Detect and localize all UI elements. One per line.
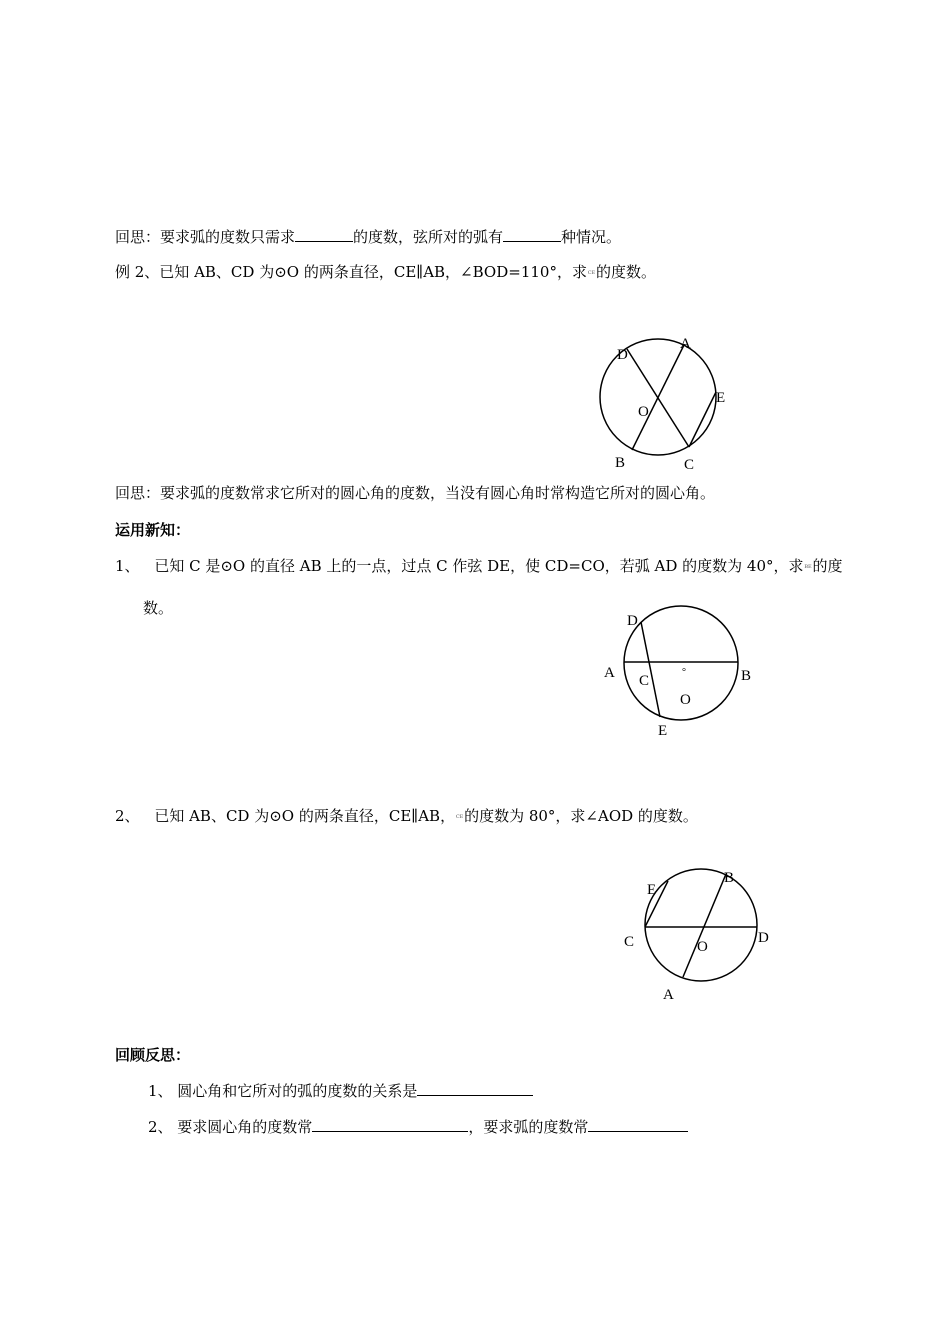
reflect2-mid: ，要求弧的度数常 (468, 1118, 589, 1136)
answer-blank[interactable] (417, 1080, 533, 1096)
label-e: E (716, 390, 726, 406)
label-b: B (724, 870, 735, 886)
reflect2-prefix: 2、 要求圆心角的度数常 (148, 1118, 313, 1136)
label-d: D (758, 930, 769, 946)
center-mark: ° (682, 667, 686, 678)
label-c: C (684, 457, 695, 473)
label-a: A (604, 665, 615, 681)
label-o: O (638, 404, 649, 420)
question-number: 2、 (115, 807, 140, 825)
review1-mid: 的度数，弦所对的弧有 (353, 228, 504, 246)
example2-suffix: 的度数。 (595, 263, 656, 281)
question-1-continued: 数。 (143, 599, 174, 617)
q1-prefix: 已知 C 是⊙O 的直径 AB 上的一点，过点 C 作弦 DE，使 CD=CO，若弧 AD 的度数为 40°，求 (154, 557, 804, 575)
section-heading-apply: 运用新知： (115, 521, 191, 539)
arc-symbol: CE (587, 269, 596, 276)
label-d: D (627, 613, 638, 629)
label-d: D (617, 347, 628, 363)
circle (645, 869, 757, 981)
answer-blank[interactable] (312, 1116, 468, 1132)
q2-suffix: 的度数为 80°，求∠AOD 的度数。 (464, 807, 698, 825)
label-o: O (697, 939, 708, 955)
example2-prefix: 例 2、已知 AB、CD 为⊙O 的两条直径，CE∥AB，∠BOD=110°，求 (115, 263, 587, 281)
q1-suffix: 的度 (812, 557, 843, 575)
label-b: B (615, 455, 626, 471)
review-line-2: 回思：要求弧的度数常求它所对的圆心角的度数，当没有圆心角时常构造它所对的圆心角。 (115, 484, 716, 502)
label-e: E (658, 723, 668, 739)
answer-blank[interactable] (588, 1116, 688, 1132)
label-c: C (639, 673, 650, 689)
label-c: C (624, 934, 635, 950)
review1-suffix: 种情况。 (561, 228, 622, 246)
reflect-item-1 (148, 1080, 533, 1101)
q2-prefix: 已知 AB、CD 为⊙O 的两条直径，CE∥AB， (154, 807, 456, 825)
arc-symbol: BE (804, 563, 812, 570)
label-a: A (680, 336, 691, 352)
diameter-ab (683, 874, 726, 977)
label-a: A (663, 987, 674, 1003)
review1-prefix: 回思：要求弧的度数只需求 (115, 228, 296, 246)
label-b: B (741, 668, 752, 684)
arc-symbol: CE (455, 813, 464, 820)
question-number: 1、 (115, 557, 140, 575)
label-e: E (647, 882, 657, 898)
reflect1-text: 1、 圆心角和它所对的弧的度数的关系是 (148, 1082, 418, 1100)
section-heading-reflect: 回顾反思： (115, 1046, 191, 1064)
reflect-item-2 (148, 1116, 688, 1137)
label-o: O (680, 692, 691, 708)
